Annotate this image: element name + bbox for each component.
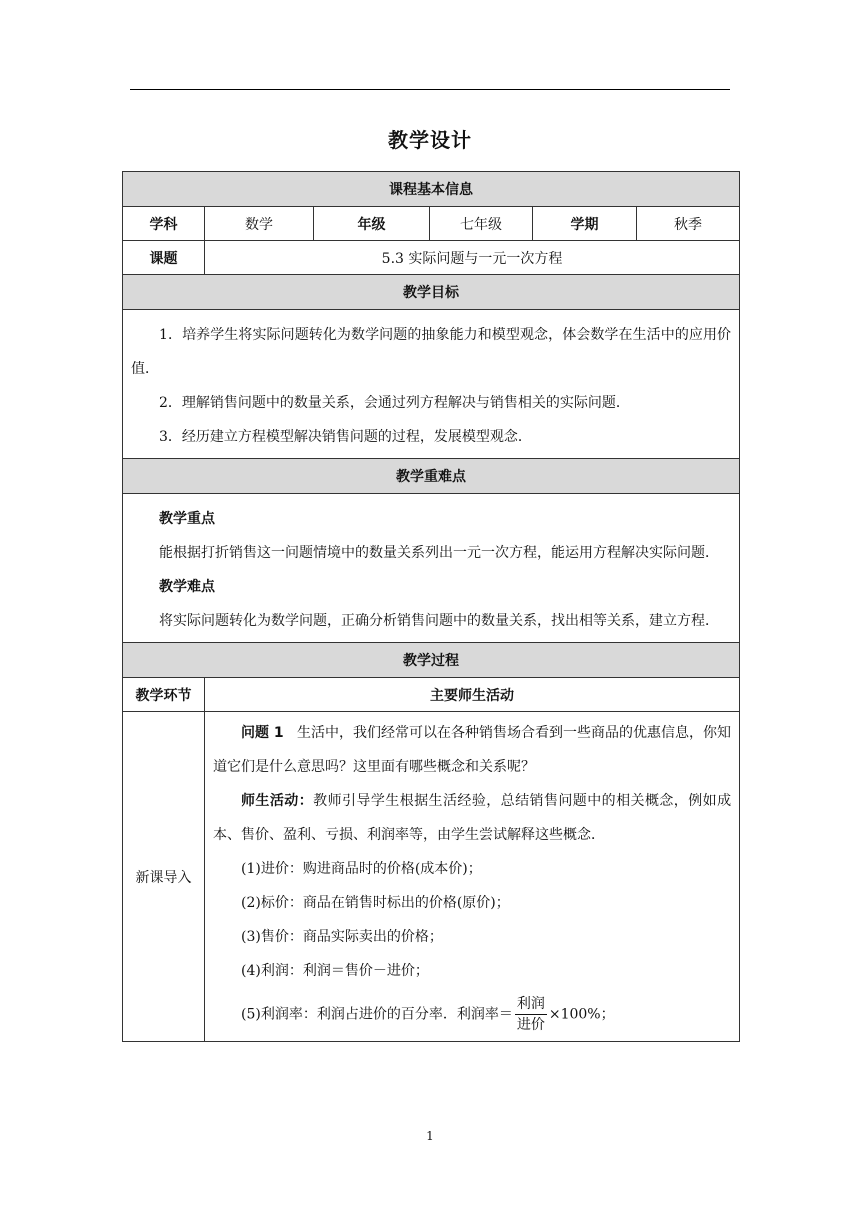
concept-item: (2)标价：商品在销售时标出的价格(原价)； (241, 895, 510, 911)
objective-item: 3．经历建立方程模型解决销售问题的过程，发展模型观念． (159, 429, 532, 445)
stage-cell: 新课导入 (123, 712, 205, 1042)
topic-label: 课题 (123, 241, 205, 275)
fraction-numerator: 利润 (515, 994, 547, 1015)
activity-cell (205, 712, 740, 1042)
subject-label: 学科 (123, 207, 205, 241)
profit-rate-prefix: (5)利润率：利润占进价的百分率．利润率＝ (241, 1006, 513, 1023)
subject-value: 数学 (205, 207, 314, 241)
key-points-header: 教学重难点 (123, 459, 740, 494)
objectives-body (123, 310, 740, 459)
objectives-header: 教学目标 (123, 275, 740, 310)
process-header: 教学过程 (123, 643, 740, 678)
concept-item: (4)利润：利润＝售价－进价； (241, 963, 429, 979)
fraction-denominator: 进价 (516, 1017, 545, 1033)
key-points-body (123, 494, 740, 643)
objective-item: 1．培养学生将实际问题转化为数学问题的抽象能力和模型观念，体会数学在生活中的应用价值． (131, 327, 732, 377)
term-value: 秋季 (637, 207, 740, 241)
profit-rate-suffix: ×100%； (548, 1006, 615, 1023)
header-rule (130, 89, 730, 90)
activity-text: 教师引导学生根据生活经验，总结销售问题中的相关概念，例如成本、售价、盈利、亏损、利润率等，由学生尝试解释这些概念． (213, 793, 732, 843)
activity-column-header: 主要师生活动 (205, 678, 740, 712)
question-label: 问题 1 (241, 725, 284, 741)
question-1 (213, 716, 731, 784)
difficulty-text: 将实际问题转化为数学问题，正确分析销售问题中的数量关系，找出相等关系，建立方程． (159, 613, 719, 629)
objective-item: 2．理解销售问题中的数量关系，会通过列方程解决与销售相关的实际问题． (159, 395, 630, 411)
difficulty-title: 教学难点 (159, 579, 215, 595)
page-number: 1 (426, 1129, 434, 1143)
teacher-student-activity (213, 784, 731, 852)
concept-item: (1)进价：购进商品时的价格(成本价)； (241, 861, 482, 877)
lesson-plan-table (122, 171, 740, 1042)
concept-item-profit-rate (213, 994, 731, 1035)
grade-value: 七年级 (430, 207, 533, 241)
concept-item: (3)售价：商品实际卖出的价格； (241, 929, 443, 945)
basic-info-header: 课程基本信息 (123, 172, 740, 207)
key-point-text: 能根据打折销售这一问题情境中的数量关系列出一元一次方程，能运用方程解决实际问题． (159, 545, 719, 561)
profit-rate-fraction (515, 994, 547, 1035)
key-point-title: 教学重点 (159, 511, 215, 527)
activity-label: 师生活动： (241, 793, 314, 809)
term-label: 学期 (533, 207, 637, 241)
question-text: 生活中，我们经常可以在各种销售场合看到一些商品的优惠信息，你知道它们是什么意思吗？这里面有哪些概念和关系呢？ (213, 725, 732, 775)
grade-label: 年级 (314, 207, 430, 241)
stage-column-header: 教学环节 (123, 678, 205, 712)
topic-value: 5.3 实际问题与一元一次方程 (205, 241, 740, 275)
document-title: 教学设计 (388, 128, 472, 152)
